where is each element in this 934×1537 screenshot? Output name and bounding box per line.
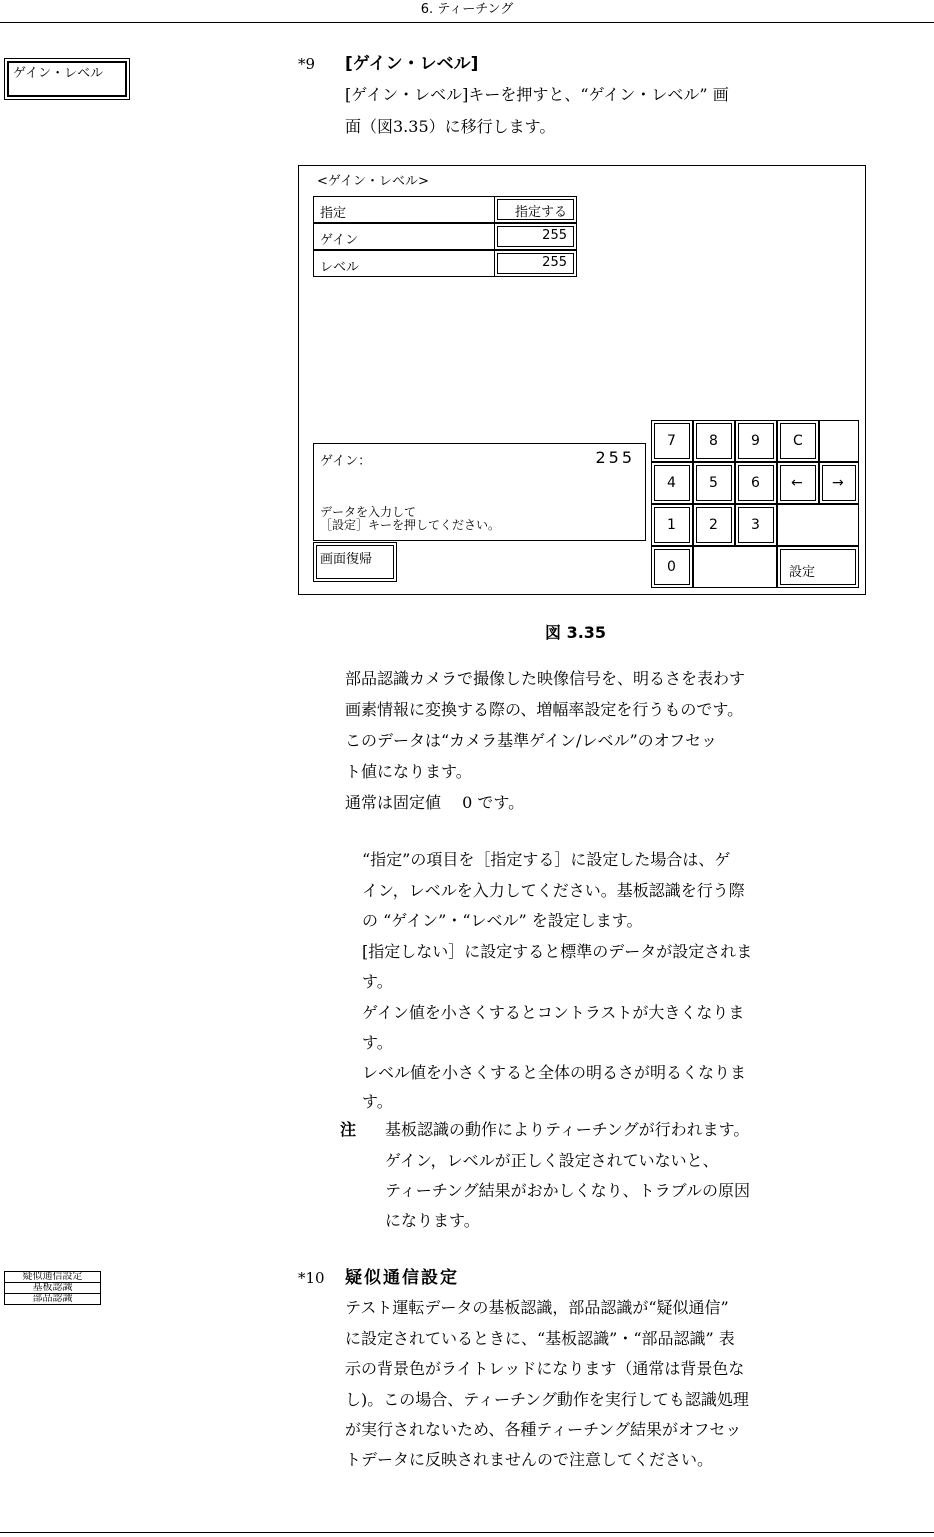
key-7[interactable] [651,420,693,462]
note-line-3: ティーチング結果がおかしくなり、トラブルの原因 [385,1181,750,1200]
key-blank-top [819,420,859,462]
item9-intro-1: [ゲイン・レベル]キーを押すと、“ゲイン・レベル” 画 [345,85,729,104]
figure-caption: 図 3.35 [545,623,607,642]
page-header [0,0,934,23]
level-value: 255 [497,253,574,274]
pseudo-comm-keys-icon [4,1271,101,1305]
keypad [651,420,861,590]
row-label-gain: ゲイン [313,223,495,250]
body2-line-1: “指定”の項目を［指定する］に設定した場合は、ゲ [362,850,731,869]
screen-title: <ゲイン・レベル> [317,174,429,189]
input-label: ゲイン： [320,454,372,469]
body1-line-3: このデータは“カメラ基準ゲイン/レベル”のオフセッ [345,731,717,750]
key-9-label: 9 [738,423,774,459]
gain-value-field[interactable] [494,223,577,250]
body2-line-6: ゲイン値を小さくするとコントラストが大きくなりま [362,1003,745,1022]
item10-line-6: トデータに反映されませんので注意してください。 [345,1450,714,1469]
key-4-label: 4 [654,465,690,501]
body2-line-5: す。 [362,972,393,991]
input-value: 255 [595,448,635,467]
specify-value-button[interactable] [494,196,577,223]
key-3-label: 3 [738,507,774,543]
key-6-label: 6 [738,465,774,501]
return-button[interactable] [313,542,397,582]
item10-line-1: テスト運転データの基板認識，部品認識が“疑似通信” [345,1298,729,1317]
key-3[interactable] [735,504,777,546]
part-recog-key: 部品認識 [4,1294,101,1305]
body1-line-4: ト値になります。 [345,762,472,781]
key-0-label: 0 [654,549,690,585]
body2-line-9: す。 [362,1092,393,1111]
board-recog-key: 基板認識 [4,1283,101,1294]
body1-line-1: 部品認識カメラで撮像した映像信号を、明るさを表わす [345,669,746,688]
key-1[interactable] [651,504,693,546]
message-line-2: ［設定］キーを押してください。 [320,518,501,532]
header-title: 6. ティーチング [420,2,514,17]
key-1-label: 1 [654,507,690,543]
set-button[interactable] [777,546,859,588]
item10-number: *10 [298,1269,325,1287]
gain-level-key-icon [4,58,130,100]
item10-line-4: し)。この場合、ティーチング動作を実行しても認識処理 [345,1390,749,1409]
note-line-1: 基板認識の動作によりティーチングが行われます。 [385,1120,750,1139]
arrow-left-key-icon[interactable] [777,462,819,504]
key-5[interactable] [693,462,735,504]
body2-line-4: [指定しない］に設定すると標準のデータが設定されま [362,942,753,961]
key-5-label: 5 [696,465,732,501]
pseudo-comm-key: 疑似通信設定 [4,1271,101,1283]
item9-intro-2: 面（図3.35）に移行します。 [345,117,556,136]
key-4[interactable] [651,462,693,504]
set-button-label: 設定 [780,549,856,585]
key-2-label: 2 [696,507,732,543]
body2-line-3: の “ゲイン”・“レベル” を設定します。 [362,911,643,930]
body1-line-5: 通常は固定値 0 です。 [345,793,525,812]
gain-level-key-label: ゲイン・レベル [7,61,127,97]
arrow-right-key-icon[interactable] [819,462,859,504]
arrow-right-label: → [822,465,856,501]
return-button-label: 画面復帰 [316,545,394,579]
item9-number: *9 [298,55,316,73]
level-value-field[interactable] [494,250,577,277]
body1-line-2: 画素情報に変換する際の、増幅率設定を行うものです。 [345,700,744,719]
key-blank-mid [777,504,859,546]
row-label-specify: 指定 [313,196,495,223]
message-line-1: データを入力して [320,505,417,519]
note-line-2: ゲイン，レベルが正しく設定されていないと、 [385,1151,719,1170]
row-label-level: レベル [313,250,495,277]
arrow-left-label: ← [780,465,816,501]
key-8-label: 8 [696,423,732,459]
footer-rule [0,1532,934,1533]
body2-line-8: レベル値を小さくすると全体の明るさが明るくなりま [362,1063,747,1082]
key-8[interactable] [693,420,735,462]
key-9[interactable] [735,420,777,462]
gain-level-screen [298,165,866,595]
key-7-label: 7 [654,423,690,459]
specify-value: 指定する [497,199,574,220]
body2-line-7: す。 [362,1033,393,1052]
item10-line-2: に設定されているときに、“基板認識”・“部品認識” 表 [345,1329,735,1348]
key-blank-bottom [693,546,777,588]
note-line-4: になります。 [385,1211,480,1230]
item10-title: 疑似通信設定 [345,1268,459,1288]
gain-value: 255 [497,226,574,247]
key-0[interactable] [651,546,693,588]
key-2[interactable] [693,504,735,546]
note-label: 注 [340,1120,357,1139]
key-6[interactable] [735,462,777,504]
key-clear[interactable] [777,420,819,462]
key-clear-label: C [780,423,816,459]
input-panel [313,443,646,541]
body2-line-2: イン，レベルを入力してください。基板認識を行う際 [362,881,745,900]
item10-line-5: が実行されないため、各種ティーチング結果がオフセッ [345,1420,742,1439]
item9-title: [ゲイン・レベル] [345,54,479,74]
item10-line-3: 示の背景色がライトレッドになります（通常は背景色な [345,1359,745,1378]
